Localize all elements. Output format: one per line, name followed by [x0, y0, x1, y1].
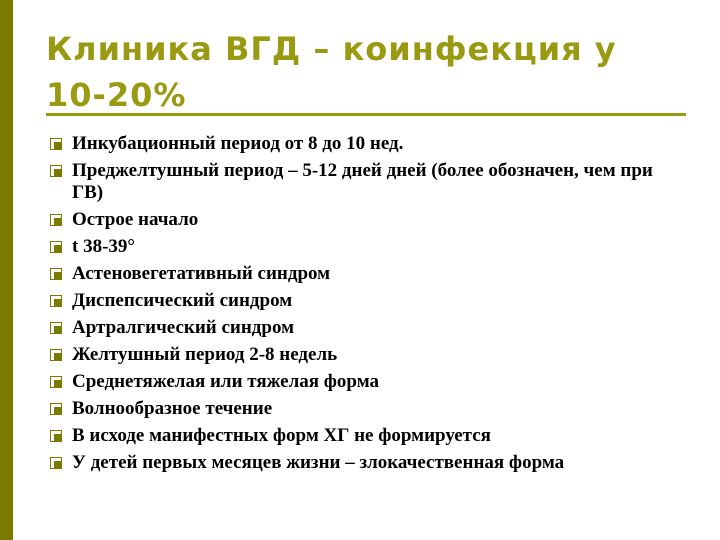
bullet-text: Астеновегетативный синдром [72, 263, 331, 284]
square-bullet-icon [50, 430, 62, 442]
bullet-text: Диспепсический синдром [72, 290, 293, 311]
bullet-item [50, 344, 670, 366]
bullet-text: Артралгический синдром [72, 317, 295, 338]
bullet-item [50, 398, 670, 420]
bullet-item [50, 317, 670, 339]
slide-title: Клиника ВГД – коинфекция у 10-20% [46, 30, 617, 114]
bullet-item [50, 133, 670, 155]
title-underline [46, 113, 686, 116]
square-bullet-icon [50, 241, 62, 253]
square-bullet-icon [50, 376, 62, 388]
bullet-text: t 38-39° [72, 236, 136, 257]
bullet-text: Преджелтушный период – 5-12 дней дней (более обозначен, чем при ГВ) [72, 160, 653, 203]
bullet-text: Желтушный период 2-8 недель [72, 344, 338, 365]
bullet-item [50, 160, 670, 204]
square-bullet-icon [50, 214, 62, 226]
square-bullet-icon [50, 349, 62, 361]
square-bullet-icon [50, 165, 62, 177]
bullet-list [50, 133, 670, 479]
bullet-item [50, 371, 670, 393]
bullet-item [50, 263, 670, 285]
bullet-text: Волнообразное течение [72, 398, 273, 419]
square-bullet-icon [50, 138, 62, 150]
bullet-text: У детей первых месяцев жизни – злокачественная форма [72, 452, 565, 473]
bullet-item [50, 452, 670, 474]
bullet-text: Инкубационный период от 8 до 10 нед. [72, 133, 404, 154]
bullet-item [50, 425, 670, 447]
bullet-text: Острое начало [72, 209, 199, 230]
bullet-item [50, 236, 670, 258]
square-bullet-icon [50, 322, 62, 334]
left-accent-bar [0, 0, 13, 540]
square-bullet-icon [50, 295, 62, 307]
square-bullet-icon [50, 403, 62, 415]
bullet-item [50, 209, 670, 231]
square-bullet-icon [50, 268, 62, 280]
bullet-text: В исходе манифестных форм ХГ не формируется [72, 425, 491, 446]
bullet-text: Среднетяжелая или тяжелая форма [72, 371, 380, 392]
bullet-item [50, 290, 670, 312]
square-bullet-icon [50, 457, 62, 469]
